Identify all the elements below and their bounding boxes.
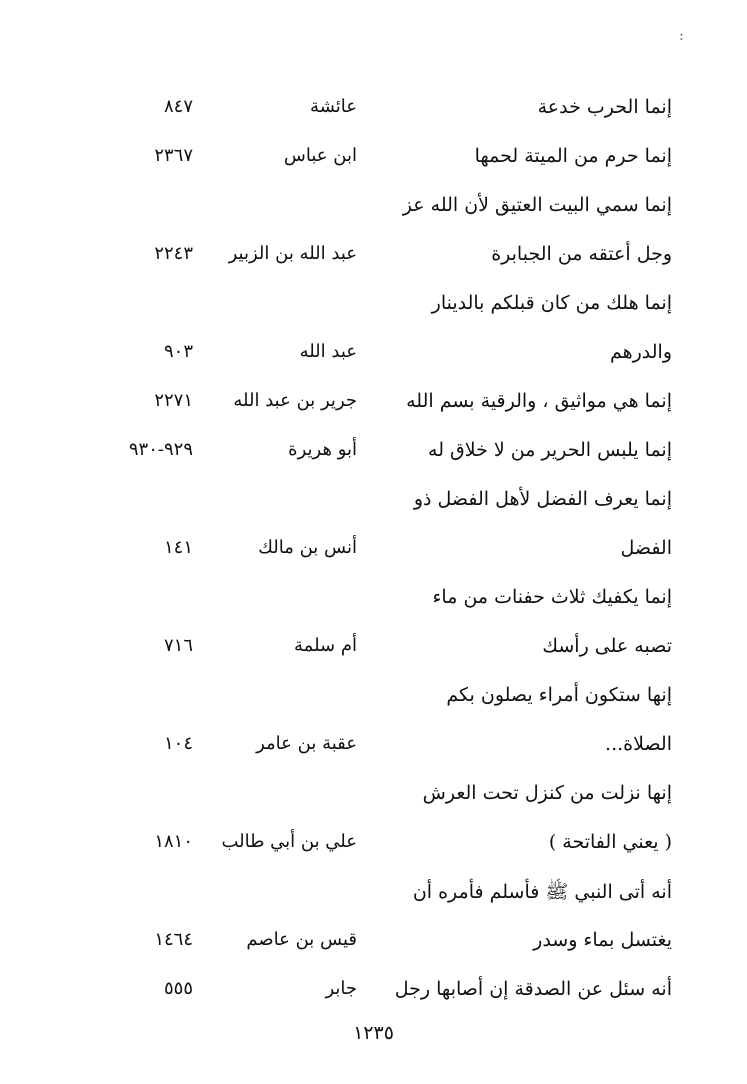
narrator-name: عبد الله — [299, 341, 357, 362]
hadith-number: ٢٢٧١ — [154, 390, 193, 411]
narrator-name: ابن عباس — [283, 145, 357, 166]
hadith-text: إنما هلك من كان قبلكم بالدينار — [431, 292, 672, 314]
hadith-number: ٢٣٦٧ — [154, 145, 193, 166]
index-entry — [0, 186, 747, 235]
narrator-name: عقبة بن عامر — [256, 733, 357, 754]
hadith-number: ١٤١ — [163, 537, 193, 558]
index-entry — [0, 333, 747, 382]
page-number: ١٢٣٥ — [353, 1022, 394, 1044]
hadith-number: ٢٢٤٣ — [154, 243, 193, 264]
index-entry — [0, 235, 747, 284]
narrator-name: علي بن أبي طالب — [221, 831, 357, 852]
hadith-text: الفضل — [620, 537, 672, 559]
hadith-number: ٩٢٩-٩٣٠ — [128, 439, 193, 460]
index-entry — [0, 137, 747, 186]
hadith-text: يغتسل بماء وسدر — [533, 929, 672, 951]
index-entry — [0, 872, 747, 921]
index-entry — [0, 676, 747, 725]
hadith-text: ( يعني الفاتحة ) — [548, 831, 672, 853]
narrator-name: أم سلمة — [294, 635, 357, 656]
index-entry — [0, 725, 747, 774]
hadith-text: إنها نزلت من كنزل تحت العرش — [422, 782, 672, 804]
narrator-name: عبد الله بن الزبير — [228, 243, 357, 264]
narrator-name: قيس بن عاصم — [246, 929, 357, 950]
narrator-name: أبو هريرة — [288, 439, 357, 460]
hadith-text: أنه سئل عن الصدقة إن أصابها رجل — [394, 978, 672, 1000]
hadith-number: ١٤٦٤ — [154, 929, 193, 950]
index-entry — [0, 970, 747, 1019]
hadith-text: أنه أتى النبي ﷺ فأسلم فأمره أن — [412, 881, 672, 903]
hadith-text: الصلاة... — [605, 733, 672, 755]
index-entry — [0, 529, 747, 578]
hadith-index-list — [0, 88, 747, 1019]
hadith-text: إنما هي مواثيق ، والرقية بسم الله — [406, 390, 672, 412]
index-entry — [0, 284, 747, 333]
hadith-text: إنما يعرف الفضل لأهل الفضل ذو — [413, 488, 672, 510]
index-entry — [0, 578, 747, 627]
hadith-number: ١٠٤ — [163, 733, 193, 754]
hadith-text: إنما الحرب خدعة — [537, 96, 672, 118]
index-entry — [0, 88, 747, 137]
index-entry — [0, 480, 747, 529]
hadith-text: إنما يلبس الحرير من لا خلاق له — [428, 439, 672, 461]
hadith-number: ٩٠٣ — [163, 341, 193, 362]
hadith-number: ١٨١٠ — [154, 831, 193, 852]
index-entry — [0, 921, 747, 970]
index-entry — [0, 823, 747, 872]
narrator-name: جابر — [325, 978, 357, 999]
narrator-name: عائشة — [310, 96, 357, 117]
index-entry — [0, 431, 747, 480]
hadith-text: إنما سمي البيت العتيق لأن الله عز — [402, 194, 672, 216]
hadith-text: تصبه على رأسك — [542, 635, 672, 657]
corner-mark: : — [679, 28, 684, 44]
hadith-text: إنما يكفيك ثلاث حفنات من ماء — [432, 586, 672, 608]
index-entry — [0, 382, 747, 431]
hadith-text: إنما حرم من الميتة لحمها — [474, 145, 672, 167]
hadith-number: ٨٤٧ — [163, 96, 193, 117]
hadith-number: ٥٥٥ — [163, 978, 193, 999]
index-entry — [0, 774, 747, 823]
hadith-text: والدرهم — [609, 341, 672, 363]
index-entry — [0, 627, 747, 676]
narrator-name: أنس بن مالك — [258, 537, 357, 558]
hadith-number: ٧١٦ — [163, 635, 193, 656]
hadith-text: إنها ستكون أمراء يصلون بكم — [446, 684, 672, 706]
hadith-text: وجل أعتقه من الجبابرة — [491, 243, 672, 265]
narrator-name: جرير بن عبد الله — [233, 390, 357, 411]
